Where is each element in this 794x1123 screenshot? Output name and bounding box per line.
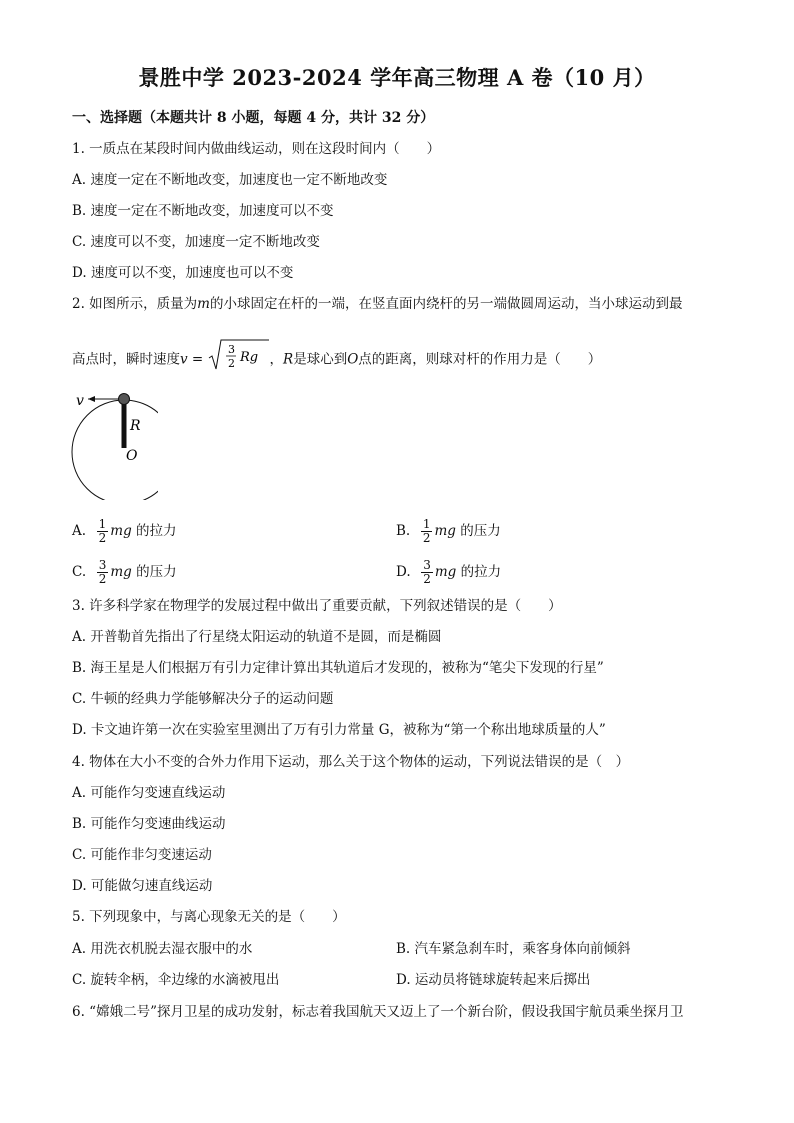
q2-stem-part: 点的距离，则球对杆的作用力是（ ） (358, 351, 602, 368)
sqrt-expression (208, 338, 270, 382)
question-3-option-d: D. 卡文迪许第一次在实验室里测出了万有引力常量 G，被称为“第一个称出地球质量的人” (72, 722, 606, 738)
mg-symbol: mg (110, 523, 132, 539)
question-1-stem: 1. 一质点在某段时间内做曲线运动，则在这段时间内（ ） (72, 141, 441, 157)
question-1-option-c: C. 速度可以不变，加速度一定不断地改变 (72, 234, 320, 250)
fraction: $\frac{1}{2}$ (422, 517, 431, 545)
label-v: v (76, 393, 84, 409)
question-3-stem: 3. 许多科学家在物理学的发展过程中做出了重要贡献，下列叙述错误的是（ ） (72, 598, 562, 614)
circle-path (72, 400, 158, 500)
question-2-stem-line2 (72, 338, 601, 382)
question-4-option-a: A. 可能作匀变速直线运动 (72, 785, 226, 801)
option-letter: B. (396, 523, 411, 539)
sqrt-numerator: 3 (227, 343, 235, 356)
q2-stem-part: 高点时，瞬时速度 (72, 351, 180, 368)
question-6-stem: 6. “嫦娥二号”探月卫星的成功发射，标志着我国航天又迈上了一个新台阶，假设我国宇航员乘坐探月卫 (72, 1004, 684, 1020)
question-5-option-d: D. 运动员将链球旋转起来后掷出 (396, 972, 591, 988)
q2-stem-part: 2. 如图所示，质量为 (72, 296, 198, 312)
mg-symbol: mg (110, 564, 132, 580)
question-2-option-b (396, 518, 501, 545)
label-R: R (130, 418, 141, 434)
sqrt-rest: Rg (239, 350, 258, 365)
radius-symbol: R (283, 351, 294, 368)
question-4-option-c: C. 可能作非匀变速运动 (72, 847, 212, 863)
question-2-option-c (72, 559, 177, 586)
ball (119, 394, 130, 405)
option-letter: D. (396, 564, 411, 580)
question-2-option-a (72, 518, 177, 545)
option-text: 的拉力 (460, 564, 502, 580)
velocity-eq: v = (180, 351, 204, 368)
page-title: 景胜中学 2023-2024 学年高三物理 A 卷（10 月） (138, 65, 656, 90)
rod (122, 400, 127, 448)
question-4-option-b: B. 可能作匀变速曲线运动 (72, 816, 226, 832)
q2-stem-part: ， (269, 351, 284, 368)
question-5-option-a: A. 用洗衣机脱去湿衣服中的水 (72, 941, 253, 957)
sqrt-denominator: 2 (227, 357, 235, 370)
option-letter: C. (72, 564, 87, 580)
origin-symbol: O (347, 351, 359, 368)
q2-stem-part: 是球心到 (293, 351, 348, 368)
fraction: $\frac{3}{2}$ (423, 558, 431, 586)
question-3-option-a: A. 开普勒首先指出了行星绕太阳运动的轨道不是圆，而是椭圆 (72, 629, 442, 645)
option-text: 的拉力 (136, 523, 177, 539)
fraction: $\frac{1}{2}$ (98, 517, 107, 545)
question-4-stem: 4. 物体在大小不变的合外力作用下运动，那么关于这个物体的运动，下列说法错误的是（ ） (72, 754, 630, 770)
section-heading: 一、选择题（本题共计 8 小题，每题 4 分，共计 32 分） (72, 110, 435, 126)
question-5-stem: 5. 下列现象中，与离心现象无关的是（ ） (72, 909, 346, 925)
question-5-option-c: C. 旋转伞柄，伞边缘的水滴被甩出 (72, 972, 280, 988)
question-1-option-a: A. 速度一定在不断地改变，加速度也一定不断地改变 (72, 172, 388, 188)
option-letter: A. (72, 523, 87, 539)
question-5-option-b: B. 汽车紧急刹车时，乘客身体向前倾斜 (396, 941, 631, 957)
mass-symbol: m (197, 296, 210, 312)
question-2-option-d (396, 559, 501, 586)
arrow-head-icon (88, 396, 95, 402)
fraction: $\frac{3}{2}$ (98, 558, 107, 586)
label-O: O (126, 448, 138, 464)
question-3-option-b: B. 海王星是人们根据万有引力定律计算出其轨道后才发现的，被称为“笔尖下发现的行星” (72, 660, 604, 676)
question-1-option-b: B. 速度一定在不断地改变，加速度可以不变 (72, 203, 334, 219)
sqrt-symbol-icon (208, 338, 270, 372)
option-text: 的压力 (136, 564, 177, 580)
question-3-option-c: C. 牛顿的经典力学能够解决分子的运动问题 (72, 691, 334, 707)
question-1-option-d: D. 速度可以不变，加速度也可以不变 (72, 265, 294, 281)
q2-stem-part: 的小球固定在杆的一端，在竖直面内绕杆的另一端做圆周运动，当小球运动到最 (209, 296, 683, 312)
question-2-stem-line1 (72, 294, 682, 314)
option-text: 的压力 (460, 523, 501, 539)
mg-symbol: mg (434, 523, 456, 539)
mg-symbol: mg (434, 564, 457, 580)
question-4-option-d: D. 可能做匀速直线运动 (72, 878, 213, 894)
circular-motion-figure (68, 388, 158, 500)
